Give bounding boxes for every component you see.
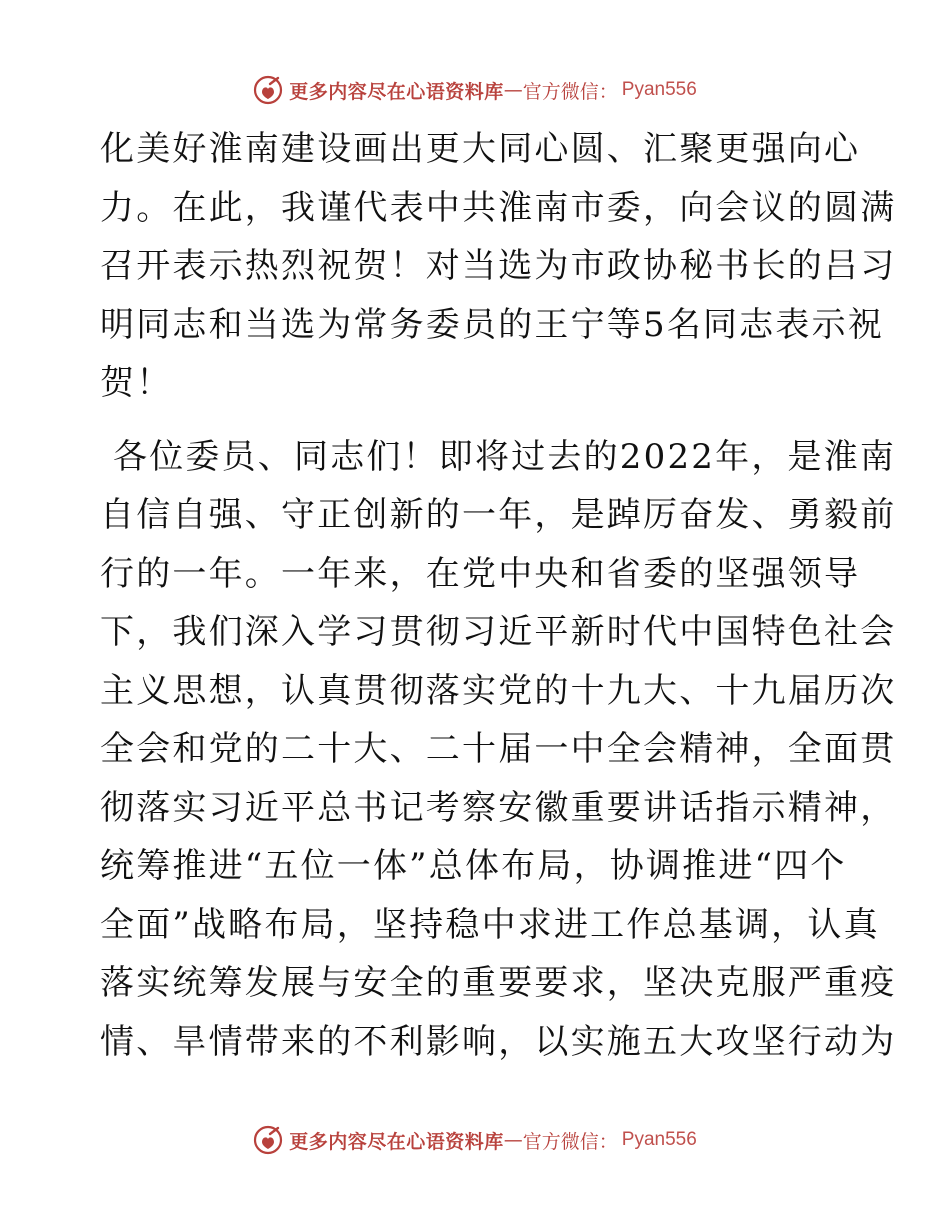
text-line: 自信自强、守正创新的一年，是踔厉奋发、勇毅前 <box>100 495 897 535</box>
footer-wechat-id: Pyan556 <box>621 1129 697 1150</box>
text-line: 贺！ <box>100 363 173 403</box>
footer-official-label: 官方微信 <box>522 1130 599 1153</box>
paragraph-1 <box>100 120 897 413</box>
text-line: 落实统筹发展与安全的重要要求，坚决克服严重疫 <box>100 963 897 1003</box>
pen-heart-logo-icon <box>253 1125 283 1155</box>
header-brand: 更多内容尽在心语资料库 <box>289 80 504 103</box>
pen-heart-logo-icon <box>253 75 283 105</box>
text-line: 召开表示热烈祝贺！对当选为市政协秘书长的吕习 <box>100 246 897 286</box>
text-line: 主义思想，认真贯彻落实党的十九大、十九届历次 <box>100 670 897 711</box>
header-official-label: 官方微信 <box>522 80 599 103</box>
paragraph-2 <box>100 428 897 1072</box>
text-line: 统筹推进“五位一体”总体布局，协调推进“四个 <box>100 846 847 886</box>
text-line: 情、旱情带来的不利影响，以实施五大攻坚行动为 <box>100 1021 897 1062</box>
document-body <box>100 120 897 1071</box>
text-line: 各位委员、同志们！即将过去的2022年，是淮南 <box>100 436 897 477</box>
text-line: 下，我们深入学习贯彻习近平新时代中国特色社会 <box>100 612 897 652</box>
text-line: 明同志和当选为常务委员的王宁等5名同志表示祝 <box>100 304 885 345</box>
text-line: 全会和党的二十大、二十届一中全会精神，全面贯 <box>100 729 897 769</box>
text-line: 行的一年。一年来，在党中央和省委的坚强领导 <box>100 553 861 594</box>
footer-colon: ： <box>598 1130 618 1153</box>
paragraph-gap <box>100 413 860 428</box>
text-line: 化美好淮南建设画出更大同心圆、汇聚更强向心 <box>100 129 861 169</box>
text-line: 彻落实习近平总书记考察安徽重要讲话指示精神， <box>100 787 897 828</box>
text-line: 全面”战略布局，坚持稳中求进工作总基调，认真 <box>100 904 880 945</box>
header-separator: — <box>503 79 523 101</box>
footer-banner <box>0 1120 950 1160</box>
header-wechat-id: Pyan556 <box>621 79 697 100</box>
header-colon: ： <box>598 80 618 103</box>
footer-separator: — <box>503 1129 523 1151</box>
text-line: 力。在此，我谨代表中共淮南市委，向会议的圆满 <box>100 187 897 228</box>
footer-brand: 更多内容尽在心语资料库 <box>289 1130 504 1153</box>
header-banner <box>0 70 950 110</box>
